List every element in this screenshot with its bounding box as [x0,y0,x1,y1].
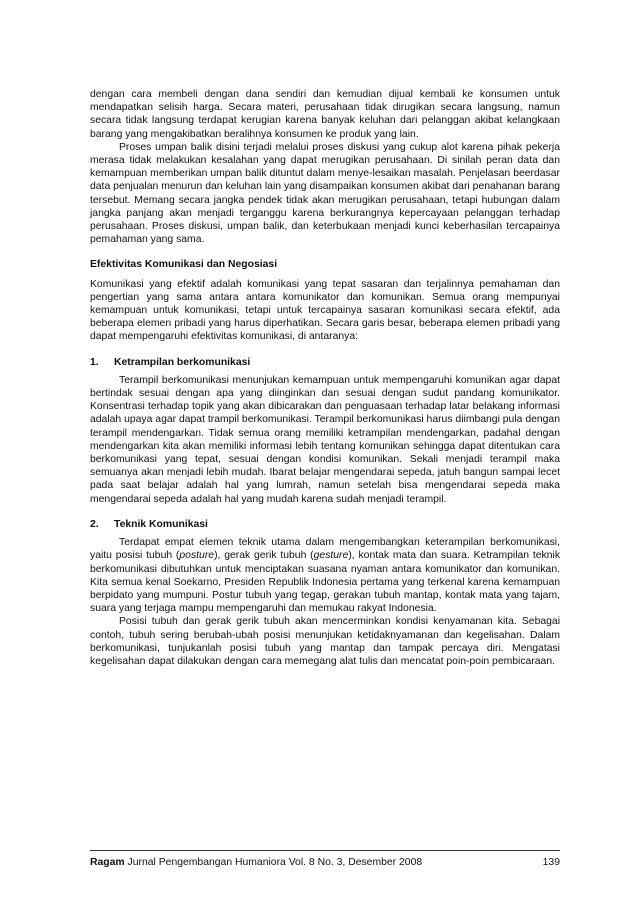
text-fragment: ), kontak mata dan suara. Ketrampilan teknik berkomunikasi dibutuhkan untuk menciptakan suasana nyaman antara komunikator dan komunikan. Kita semua kenal Soekarno, Presiden Republik Indonesia pertama yang terkenal karena kemampuan berpidato yang mumpuni. Postur tubuh yang tegap, gerakan tubuh mantap, kontak mata yang tajam, suara yang terjaga mampu mempengaruhi dan memukau rakyat Indonesia. [90,550,561,615]
paragraph-effective-communication: Komunikasi yang efektif adalah komunikasi yang tepat sasaran dan terjalinnya pemahaman dan pengertian yang sama antara antara komunikator dan komunikan. Semua orang mempunyai kemampuan untuk komunikasi, tetapi untuk tercapainya sasaran komunikasi secara efektif, ada beberapa elemen pribadi yang harus diperhatikan. Secara garis besar, beberapa elemen pribadi yang dapat mempengaruhi efektivitas komunikasi, di antaranya: [90,278,560,343]
page-body [90,88,560,668]
page-number: 139 [542,857,560,868]
journal-brand: Ragam [90,857,125,868]
paragraph-body-posture: Posisi tubuh dan gerak gerik tubuh akan mencerminkan kondisi kenyamanan kita. Sebagai contoh, tubuh sering berubah-ubah posisi menunjukan ketidaknyamanan dan kegelisahan. Dalam berkomunikasi, tunjukanlah posisi tubuh yang mantap dan tampak percaya diri. Mengatasi kegelisahan dapat dilakukan dengan cara memegang alat tulis dan mencatat poin-poin pembicaraan. [90,616,560,667]
paragraph-technique-elements [90,536,560,615]
journal-citation [90,857,422,868]
subsection-title: Teknik Komunikasi [114,518,208,530]
subsection-number: 2. [90,518,99,530]
text-fragment: Terdapat empat elemen teknik utama dalam mengembangkan keterampilan berkomunikasi, yaitu posisi tubuh ( [90,537,560,562]
text-fragment: ), gerak gerik tubuh ( [214,550,314,562]
paragraph-communication-skills: Terampil berkomunikasi menunjukan kemampuan untuk mempengaruhi komunikan agar dapat bertindak sesuai dengan apa yang diinginkan dan sesuai dengan sudut pandang komunikator. Konsentrasi terhadap topik yang akan dibicarakan dan penguasaan terhadap latar belakang informasi adalah upaya agar dapat trampil berkomunikasi. Terampil berkomunikasi harus diimbangi pula dengan terampil mendengarkan. Tidak semua orang memiliki ketrampilan mendengarkan, padahal dengan mendengarkan kita akan memiliki informasi lebih tentang komunikan sehingga dapat ditentukan cara berkomunikasi yang tepat, sesuai dengan kondisi komunikan. Sekali menjadi terampil maka semuanya akan menjadi lebih mudah. Ibarat belajar mengendarai sepeda, jatuh bangun sampai lecet pada saat belajar adalah hal yang lumrah, namun setelah bisa mengendarai sepeda maka mengendarai sepeda adalah hal yang mudah karena sudah menjadi terampil. [90,374,560,505]
subsection-title: Ketrampilan berkomunikasi [114,356,251,368]
term-posture: posture [179,550,215,562]
subsection-heading-skills [90,356,560,369]
subsection-heading-technique [90,518,560,531]
section-heading-effectiveness: Efektivitas Komunikasi dan Negosiasi [90,259,278,271]
page-footer [90,850,560,868]
paragraph-feedback-process: Proses umpan balik disini terjadi melalui proses diskusi yang cukup alot karena pihak pekerja merasa tidak melakukan kesalahan yang dapat merugikan perusahaan. Di sinilah peran data dan kemampuan memberikan umpan balik dituntut dalam menye-lesaikan masalah. Penjelasan beerdasar data penjualan menurun dan keluhan lain yang disampaikan konsumen akibat dari penahanan barang tersebut. Memang secara jangka pendek tidak akan merugikan perusahaan, tetapi hubungan dalam jangka panjang akan menjadi terganggu karena berkurangnya kepercayaan pelanggan terhadap perusahaan. Proses diskusi, umpan balik, dan keterbukaan menjadi kunci keberhasilan tercapainya pemahaman yang sama. [90,141,560,246]
term-gesture: gesture [313,550,349,562]
subsection-number: 1. [90,356,99,368]
journal-name: Jurnal Pengembangan Humaniora Vol. 8 No. 3, Desember 2008 [124,857,423,868]
paragraph-continuation: dengan cara membeli dengan dana sendiri dan kemudian dijual kembali ke konsumen untuk mendapatkan selisih harga. Secara materi, perusahaan tidak dirugikan secara langsung, namun secara tidak langsung terdapat kerugian karena banyak keluhan dari pelanggan akibat kelangkaan barang yang mengakibatkan beralihnya konsumen ke produk yang lain. [90,89,560,140]
